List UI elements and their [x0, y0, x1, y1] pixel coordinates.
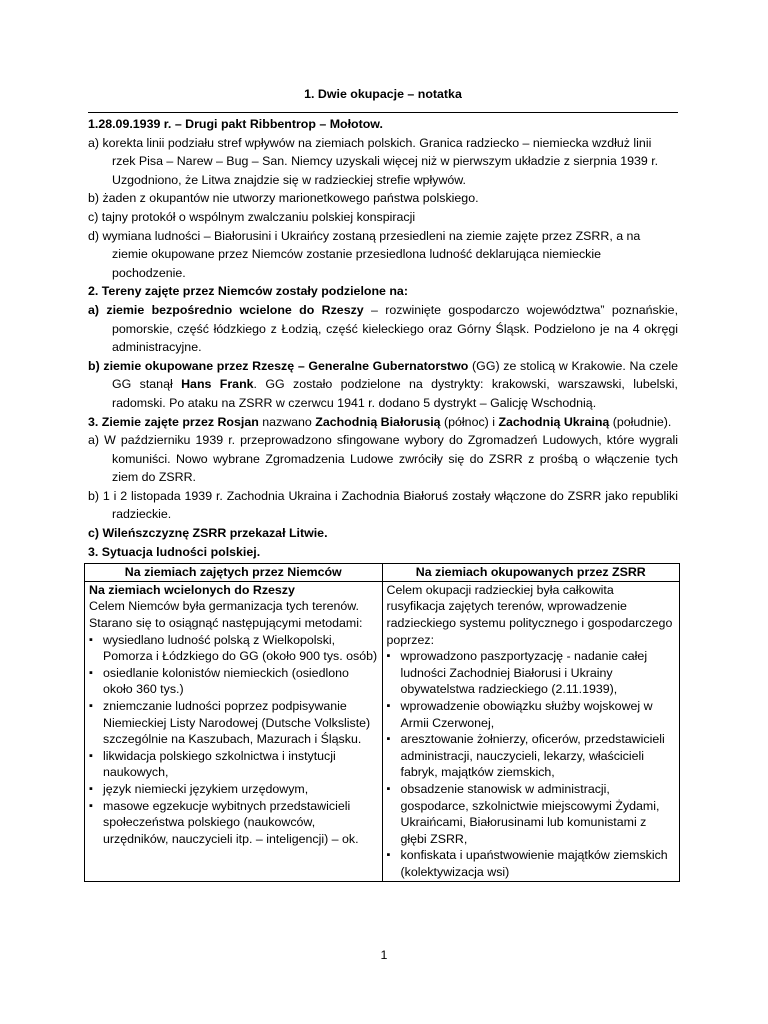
section2-point-b: b) ziemie okupowane przez Rzeszę – Generalne Gubernatorstwo (GG) ze stolicą w Krakowie. Na czele GG stanął Hans Frank. GG zostało podzielone na dystrykty: krakowski, warszawski, lubelski, radomski. Po ataku na ZSRR w czerwcu 1941 r. dodano 5 dystrykt – Galicję Wschodnią.	[88, 358, 678, 410]
population-situation-table	[84, 563, 680, 881]
list-item: ▪ wprowadzenie obowiązku służby wojskowej w Armii Czerwonej,	[387, 698, 676, 731]
list-item: ▪ język niemiecki językiem urzędowym,	[89, 781, 378, 798]
list-item: ▪ likwidacja polskiego szkolnictwa i instytucji naukowych,	[89, 748, 378, 781]
document-title: 1. Dwie okupacje – notatka	[304, 87, 462, 101]
list-item: ▪ wysiedlano ludność polską z Wielkopolski, Pomorza i Łódzkiego do GG (około 900 tys. osób)	[89, 632, 378, 665]
section1-point-b: b) żaden z okupantów nie utworzy marionetkowego państwa polskiego.	[88, 191, 479, 206]
section3-point-c: c) Wileńszczyznę ZSRR przekazał Litwie.	[88, 526, 328, 541]
german-methods-list	[89, 632, 378, 848]
section3-point-a: a) W październiku 1939 r. przeprowadzono sfingowane wybory do Zgromadzeń Ludowych, które wygrali komuniści. Nowo wybrane Zgromadzenia Ludowe zwróciły się do ZSRR z prośbą o włączenie tych ziem do ZSRR.	[88, 433, 678, 485]
soviet-methods-list	[387, 648, 676, 880]
german-subheading: Na ziemiach wcielonych do Rzeszy	[89, 582, 295, 597]
section2-heading: 2. Tereny zajęte przez Niemców zostały podzielone na:	[88, 284, 408, 299]
list-item: ▪ masowe egzekucje wybitnych przedstawicieli społeczeństwa polskiego (naukowców, urzędników, nauczycieli itp. – inteligencji) – ok.	[89, 798, 378, 848]
german-occupation-cell	[85, 581, 383, 881]
document-page	[88, 84, 678, 882]
list-item: ▪ zniemczanie ludności poprzez podpisywanie Niemieckiej Listy Narodowej (Dutsche Volksliste) szczególnie na Kaszubach, Mazurach i Śląsku.	[89, 698, 378, 748]
list-item: ▪ obsadzenie stanowisk w administracji, gospodarce, szkolnictwie miejscowymi Żydami, Ukraińcami, Białorusinami lub komunistami z głębi ZSRR,	[387, 781, 676, 847]
list-item: ▪ osiedlanie kolonistów niemieckich (osiedlono około 360 tys.)	[89, 665, 378, 698]
page-number: 1	[380, 948, 388, 962]
section3-point-b: b) 1 i 2 listopada 1939 r. Zachodnia Ukraina i Zachodnia Białoruś zostały włączone do ZSRR jako republiki radzieckie.	[88, 488, 678, 522]
list-item: ▪ aresztowanie żołnierzy, oficerów, przedstawicieli administracji, nauczycieli, lekarzy, właścicieli fabryk, majątków ziemskich,	[387, 731, 676, 781]
soviet-occupation-cell	[382, 581, 680, 881]
section1-point-a: a) korekta linii podziału stref wpływów na ziemiach polskich. Granica radziecko – niemiecka wzdłuż linii rzek Pisa – Narew – Bug – San. Niemcy uzyskali więcej niż w pierwszym układzie z sierpnia 1939 r. Uzgodniono, że Litwa znajdzie się w radzieckiej strefie wpływów.	[88, 135, 659, 187]
table-header-soviet: Na ziemiach okupowanych przez ZSRR	[382, 564, 680, 582]
list-item: ▪ wprowadzono paszportyzację - nadanie całej ludności Zachodniej Białorusi i Ukrainy obywatelstwa radzieckiego (2.11.1939),	[387, 648, 676, 698]
soviet-intro: Celem okupacji radzieckiej była całkowita rusyfikacja zajętych terenów, wprowadzenie radzieckiego systemu politycznego i gospodarczego poprzez:	[386, 582, 673, 647]
section1-heading: 1.28.09.1939 r. – Drugi pakt Ribbentrop – Mołotow.	[88, 117, 383, 131]
section1-point-d: d) wymiana ludności – Białorusini i Ukraińcy zostaną przesiedleni na ziemie zajęte przez ZSRR, a na ziemie okupowane przez Niemców zostanie przesiedlona ludność deklarująca niemieckie pochodzenie.	[88, 228, 641, 280]
section3-heading: 3. Ziemie zajęte przez Rosjan nazwano Zachodnią Białorusią (północ) i Zachodnią Ukrainą (południe).	[88, 414, 672, 429]
section2-point-a: a) ziemie bezpośrednio wcielone do Rzeszy – rozwinięte gospodarczo województwa” poznańskie, pomorskie, część łódzkiego z Łodzią, część kieleckiego oraz Górny Śląsk. Podzielono je na 4 okręgi administracyjne.	[88, 302, 679, 355]
title-divider	[88, 104, 678, 113]
german-intro: Celem Niemców była germanizacja tych terenów. Starano się to osiągnąć następującymi metodami:	[89, 599, 363, 631]
table-row	[85, 581, 680, 881]
table-header-row	[85, 564, 680, 582]
section1-point-c: c) tajny protokół o wspólnym zwalczaniu polskiej konspiracji	[88, 209, 416, 224]
list-item: ▪ konfiskata i upaństwowienie majątków ziemskich (kolektywizacja wsi)	[387, 847, 676, 880]
section4-heading: 3. Sytuacja ludności polskiej.	[88, 544, 261, 559]
table-header-german: Na ziemiach zajętych przez Niemców	[85, 564, 383, 582]
